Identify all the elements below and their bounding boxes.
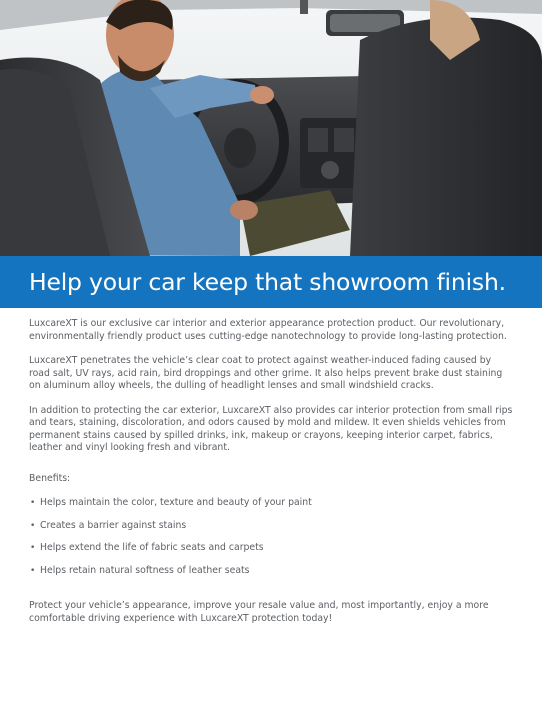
benefits-list bbox=[29, 497, 515, 587]
bullet-icon: • bbox=[30, 543, 36, 553]
bullet-icon: • bbox=[30, 565, 36, 576]
list-item: • Helps retain natural softness of leather seats bbox=[30, 564, 250, 576]
intro-paragraph: LuxcareXT is our exclusive car interior and exterior appearance protection product. Our revolutionary, environmentally friendly product uses cutting-edge nanotechnology to provide long-lasting protection. bbox=[29, 318, 507, 342]
list-item: • Helps maintain the color, texture and beauty of your paint bbox=[30, 497, 312, 508]
list-item: • Creates a barrier against stains bbox=[30, 519, 187, 531]
headline-banner bbox=[0, 256, 542, 308]
page-title: Help your car keep that showroom finish. bbox=[29, 268, 506, 296]
interior-paragraph: In addition to protecting the car exterior, LuxcareXT also provides car interior protection from small rips and tears, staining, discoloration, and odors caused by mold and mildew. It even shields vehicles from permanent stains caused by spilled drinks, ink, makeup or crayons, keeping interior carpet, fabrics, leather and vinyl looking fresh and vibrant. bbox=[29, 404, 513, 453]
body-content bbox=[29, 318, 515, 637]
driver-hand bbox=[250, 86, 274, 104]
bullet-icon: • bbox=[30, 520, 36, 531]
list-item: • Helps extend the life of fabric seats and carpets bbox=[30, 542, 264, 553]
closing-paragraph: Protect your vehicle’s appearance, improve your resale value and, most importantly, enjoy a more comfortable driving experience with LuxcareXT protection today! bbox=[29, 600, 489, 624]
car-interior-illustration bbox=[0, 0, 542, 256]
exterior-paragraph: LuxcareXT penetrates the vehicle’s clear coat to protect against weather-induced fading caused by road salt, UV rays, acid rain, bird droppings and other grime. It also helps prevent brake dust staining on aluminum alloy wheels, the dulling of headlight lenses and small windshield cracks. bbox=[29, 355, 503, 391]
passenger-hand bbox=[230, 200, 258, 220]
mirror-stem bbox=[300, 0, 308, 14]
hero-photo bbox=[0, 0, 542, 256]
benefits-label: Benefits: bbox=[29, 472, 71, 484]
bullet-icon: • bbox=[30, 498, 36, 508]
